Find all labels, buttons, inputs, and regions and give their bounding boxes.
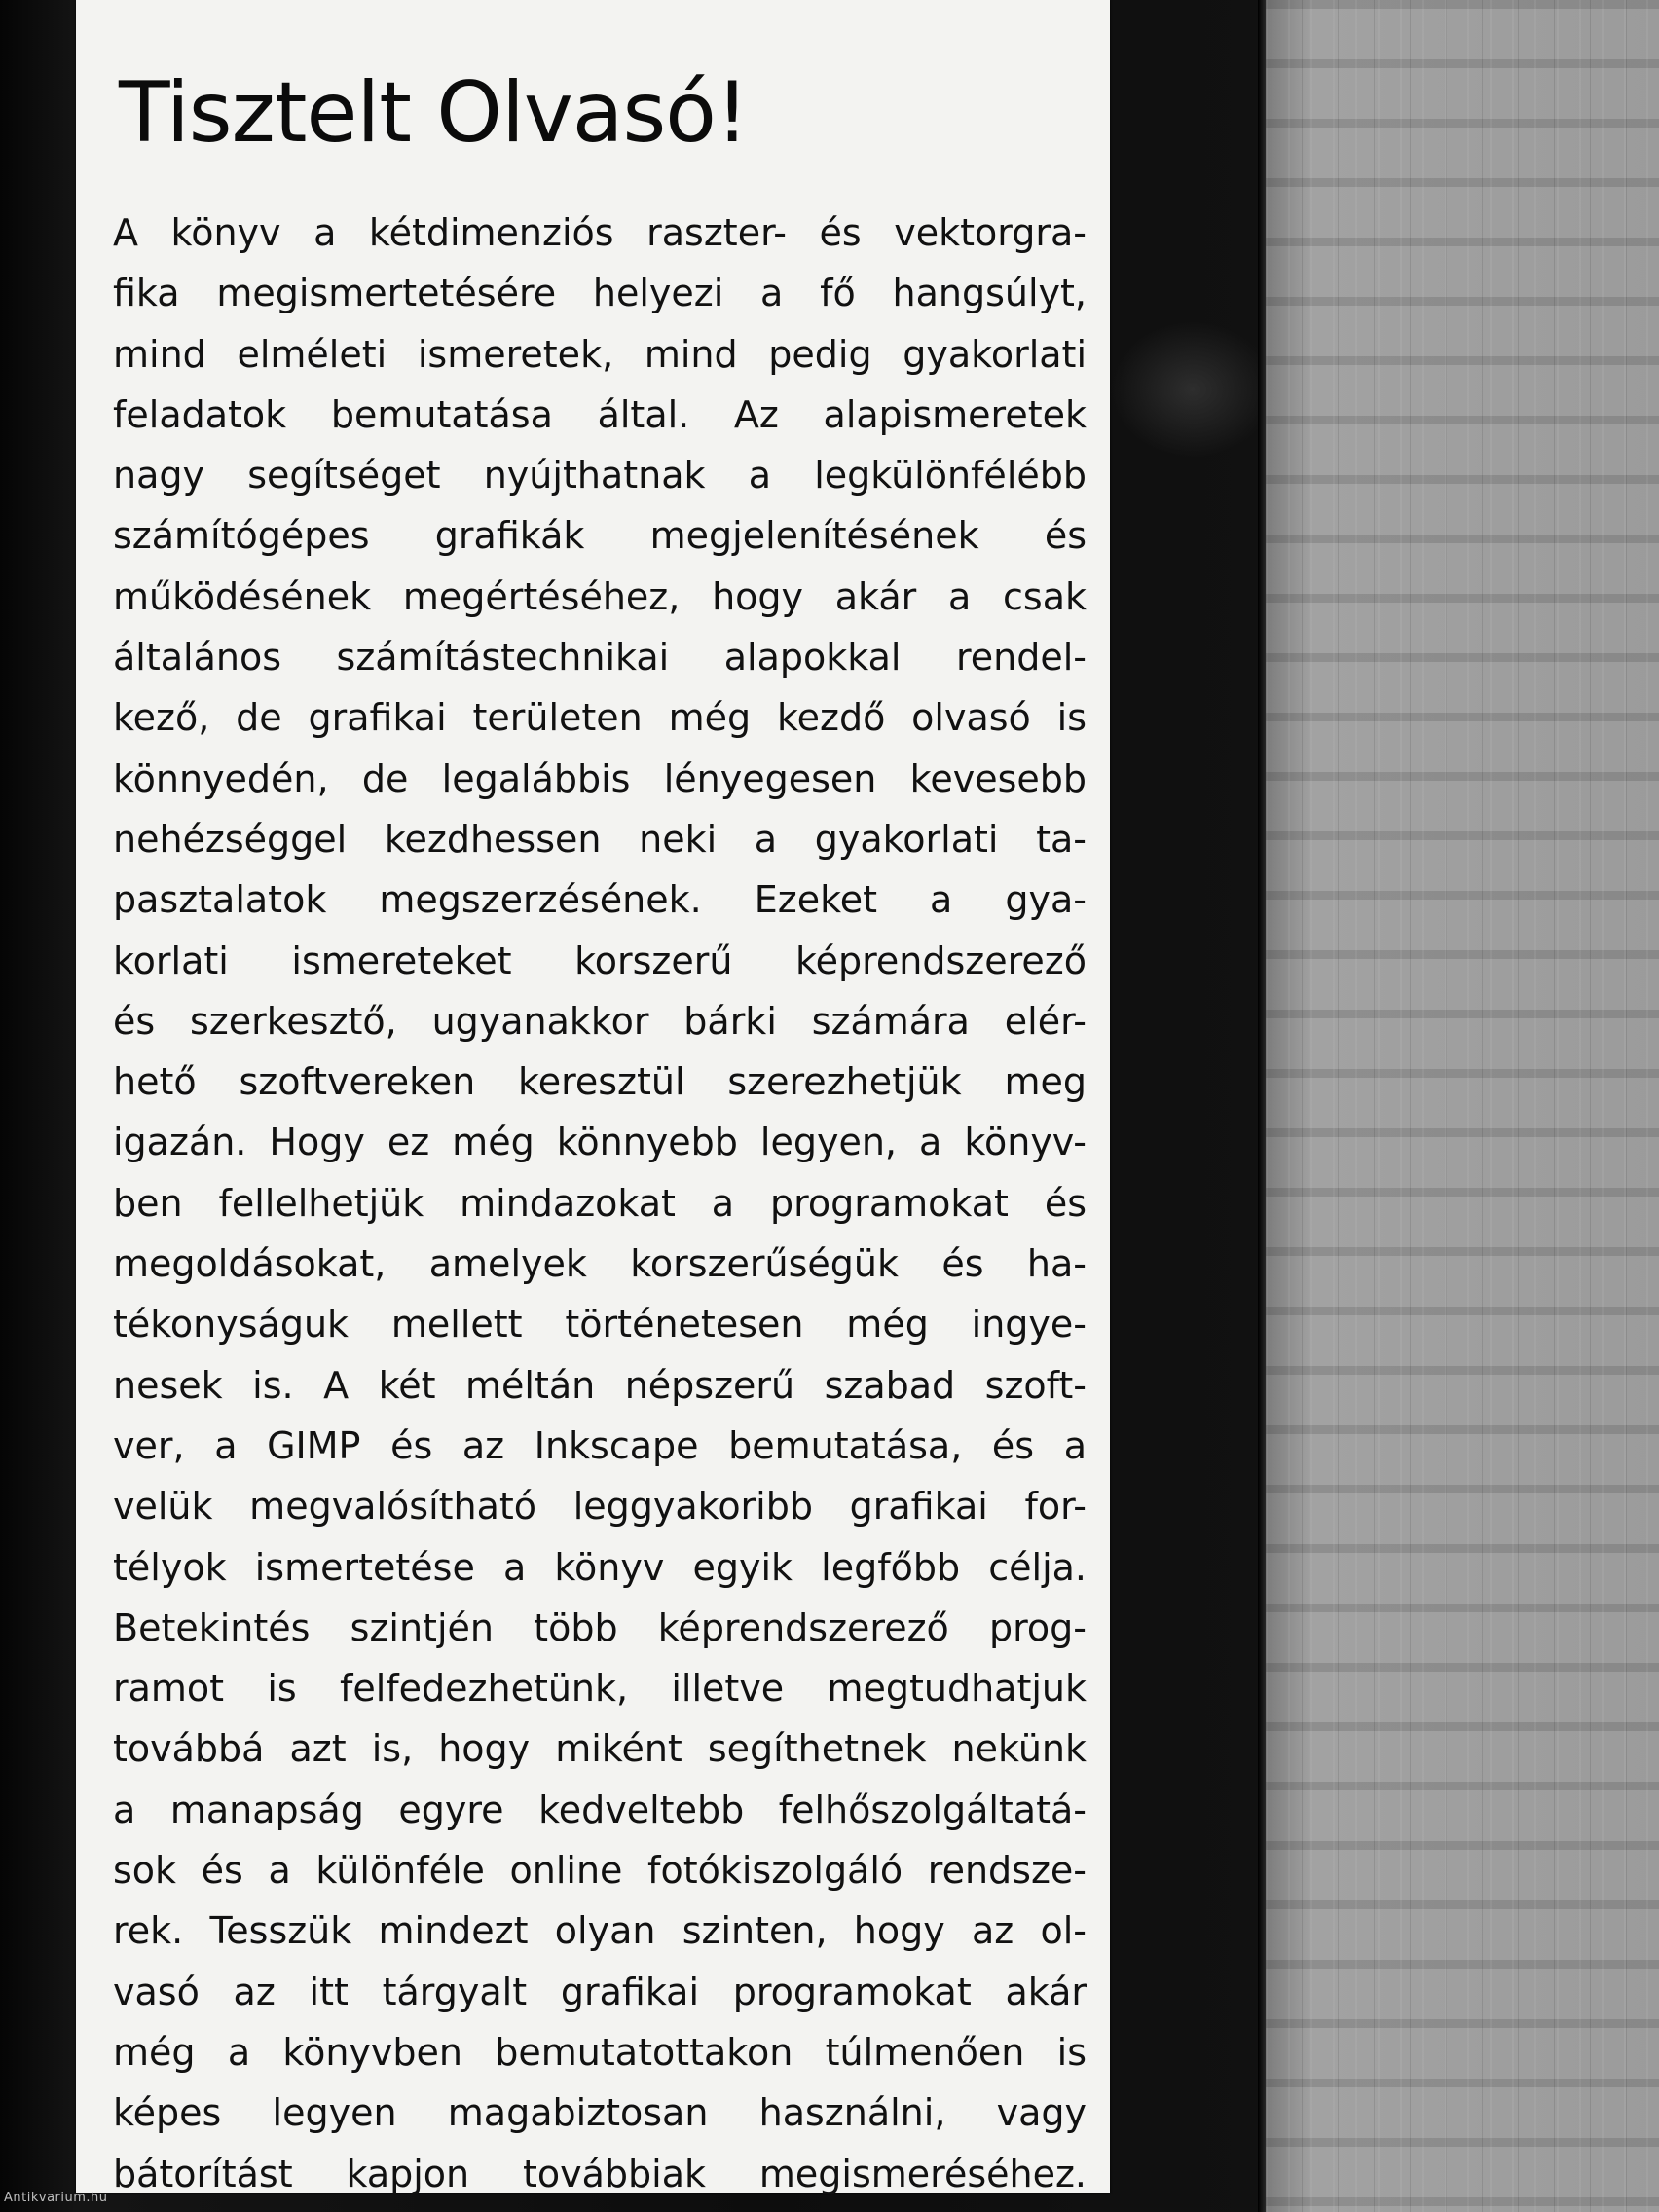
body-line: működésének megértéséhez, hogy akár a csak	[113, 574, 1087, 618]
wood-surface	[1266, 0, 1659, 2212]
body-line: vasó az itt tárgyalt grafikai programokat akár	[113, 1970, 1087, 2013]
body-line: és szerkesztő, ugyanakkor bárki számára elér-	[113, 999, 1087, 1043]
body-line: ver, a GIMP és az Inkscape bemutatása, és a	[113, 1423, 1087, 1467]
body-line: a manapság egyre kedveltebb felhőszolgáltatá-	[113, 1788, 1087, 1831]
body-line: sok és a különféle online fotókiszolgáló rendsze-	[113, 1849, 1087, 1893]
body-line: Betekintés szintjén több képrendszerező prog-	[113, 1605, 1087, 1649]
body-line: hető szoftvereken keresztül szerezhetjük meg	[113, 1060, 1087, 1104]
cover-glare	[1110, 321, 1275, 458]
body-line: képes legyen magabiztosan használni, vagy	[113, 2091, 1087, 2135]
body-line: feladatok bemutatása által. Az alapismeretek	[113, 392, 1087, 436]
body-line: tékonyságuk mellett történetesen még ingye-	[113, 1303, 1087, 1346]
text-panel	[76, 0, 1110, 2193]
body-line: velük megvalósítható leggyakoribb grafikai for-	[113, 1485, 1087, 1529]
body-paragraph	[113, 203, 1087, 2204]
body-line: nehézséggel kezdhessen neki a gyakorlati ta-	[113, 817, 1087, 861]
body-line: ben fellelhetjük mindazokat a programokat és	[113, 1181, 1087, 1225]
body-line: megoldásokat, amelyek korszerűségük és ha-	[113, 1242, 1087, 1286]
body-line: télyok ismertetése a könyv egyik legfőbb célja.	[113, 1545, 1087, 1589]
body-line: rek. Tesszük mindezt olyan szinten, hogy az ol-	[113, 1909, 1087, 1953]
page-title: Tisztelt Olvasó!	[119, 64, 749, 162]
body-line: kező, de grafikai területen még kezdő olvasó is	[113, 696, 1087, 740]
body-line: nagy segítséget nyújthatnak a legkülönfélébb	[113, 454, 1087, 498]
body-line: ramot is felfedezhetünk, illetve megtudhatjuk	[113, 1667, 1087, 1711]
body-line: igazán. Hogy ez még könnyebb legyen, a könyv-	[113, 1121, 1087, 1164]
body-line: mind elméleti ismeretek, mind pedig gyakorlati	[113, 332, 1087, 376]
body-line: pasztalatok megszerzésének. Ezeket a gya-	[113, 878, 1087, 922]
body-line: általános számítástechnikai alapokkal rendel-	[113, 636, 1087, 680]
body-line: számítógépes grafikák megjelenítésének és	[113, 514, 1087, 558]
body-line: bátorítást kapjon továbbiak megismeréséhez.	[113, 2152, 1087, 2195]
body-line: nesek is. A két méltán népszerű szabad szoft-	[113, 1363, 1087, 1407]
watermark: Antikvarium.hu	[4, 2191, 108, 2205]
body-line: korlati ismereteket korszerű képrendszerező	[113, 939, 1087, 982]
body-line: még a könyvben bemutatottakon túlmenően is	[113, 2030, 1087, 2074]
body-line: A könyv a kétdimenziós raszter- és vektorgra-	[113, 211, 1087, 254]
body-line: továbbá azt is, hogy miként segíthetnek nekünk	[113, 1727, 1087, 1771]
body-line: könnyedén, de legalábbis lényegesen kevesebb	[113, 756, 1087, 800]
body-line: fika megismertetésére helyezi a fő hangsúlyt,	[113, 272, 1087, 315]
